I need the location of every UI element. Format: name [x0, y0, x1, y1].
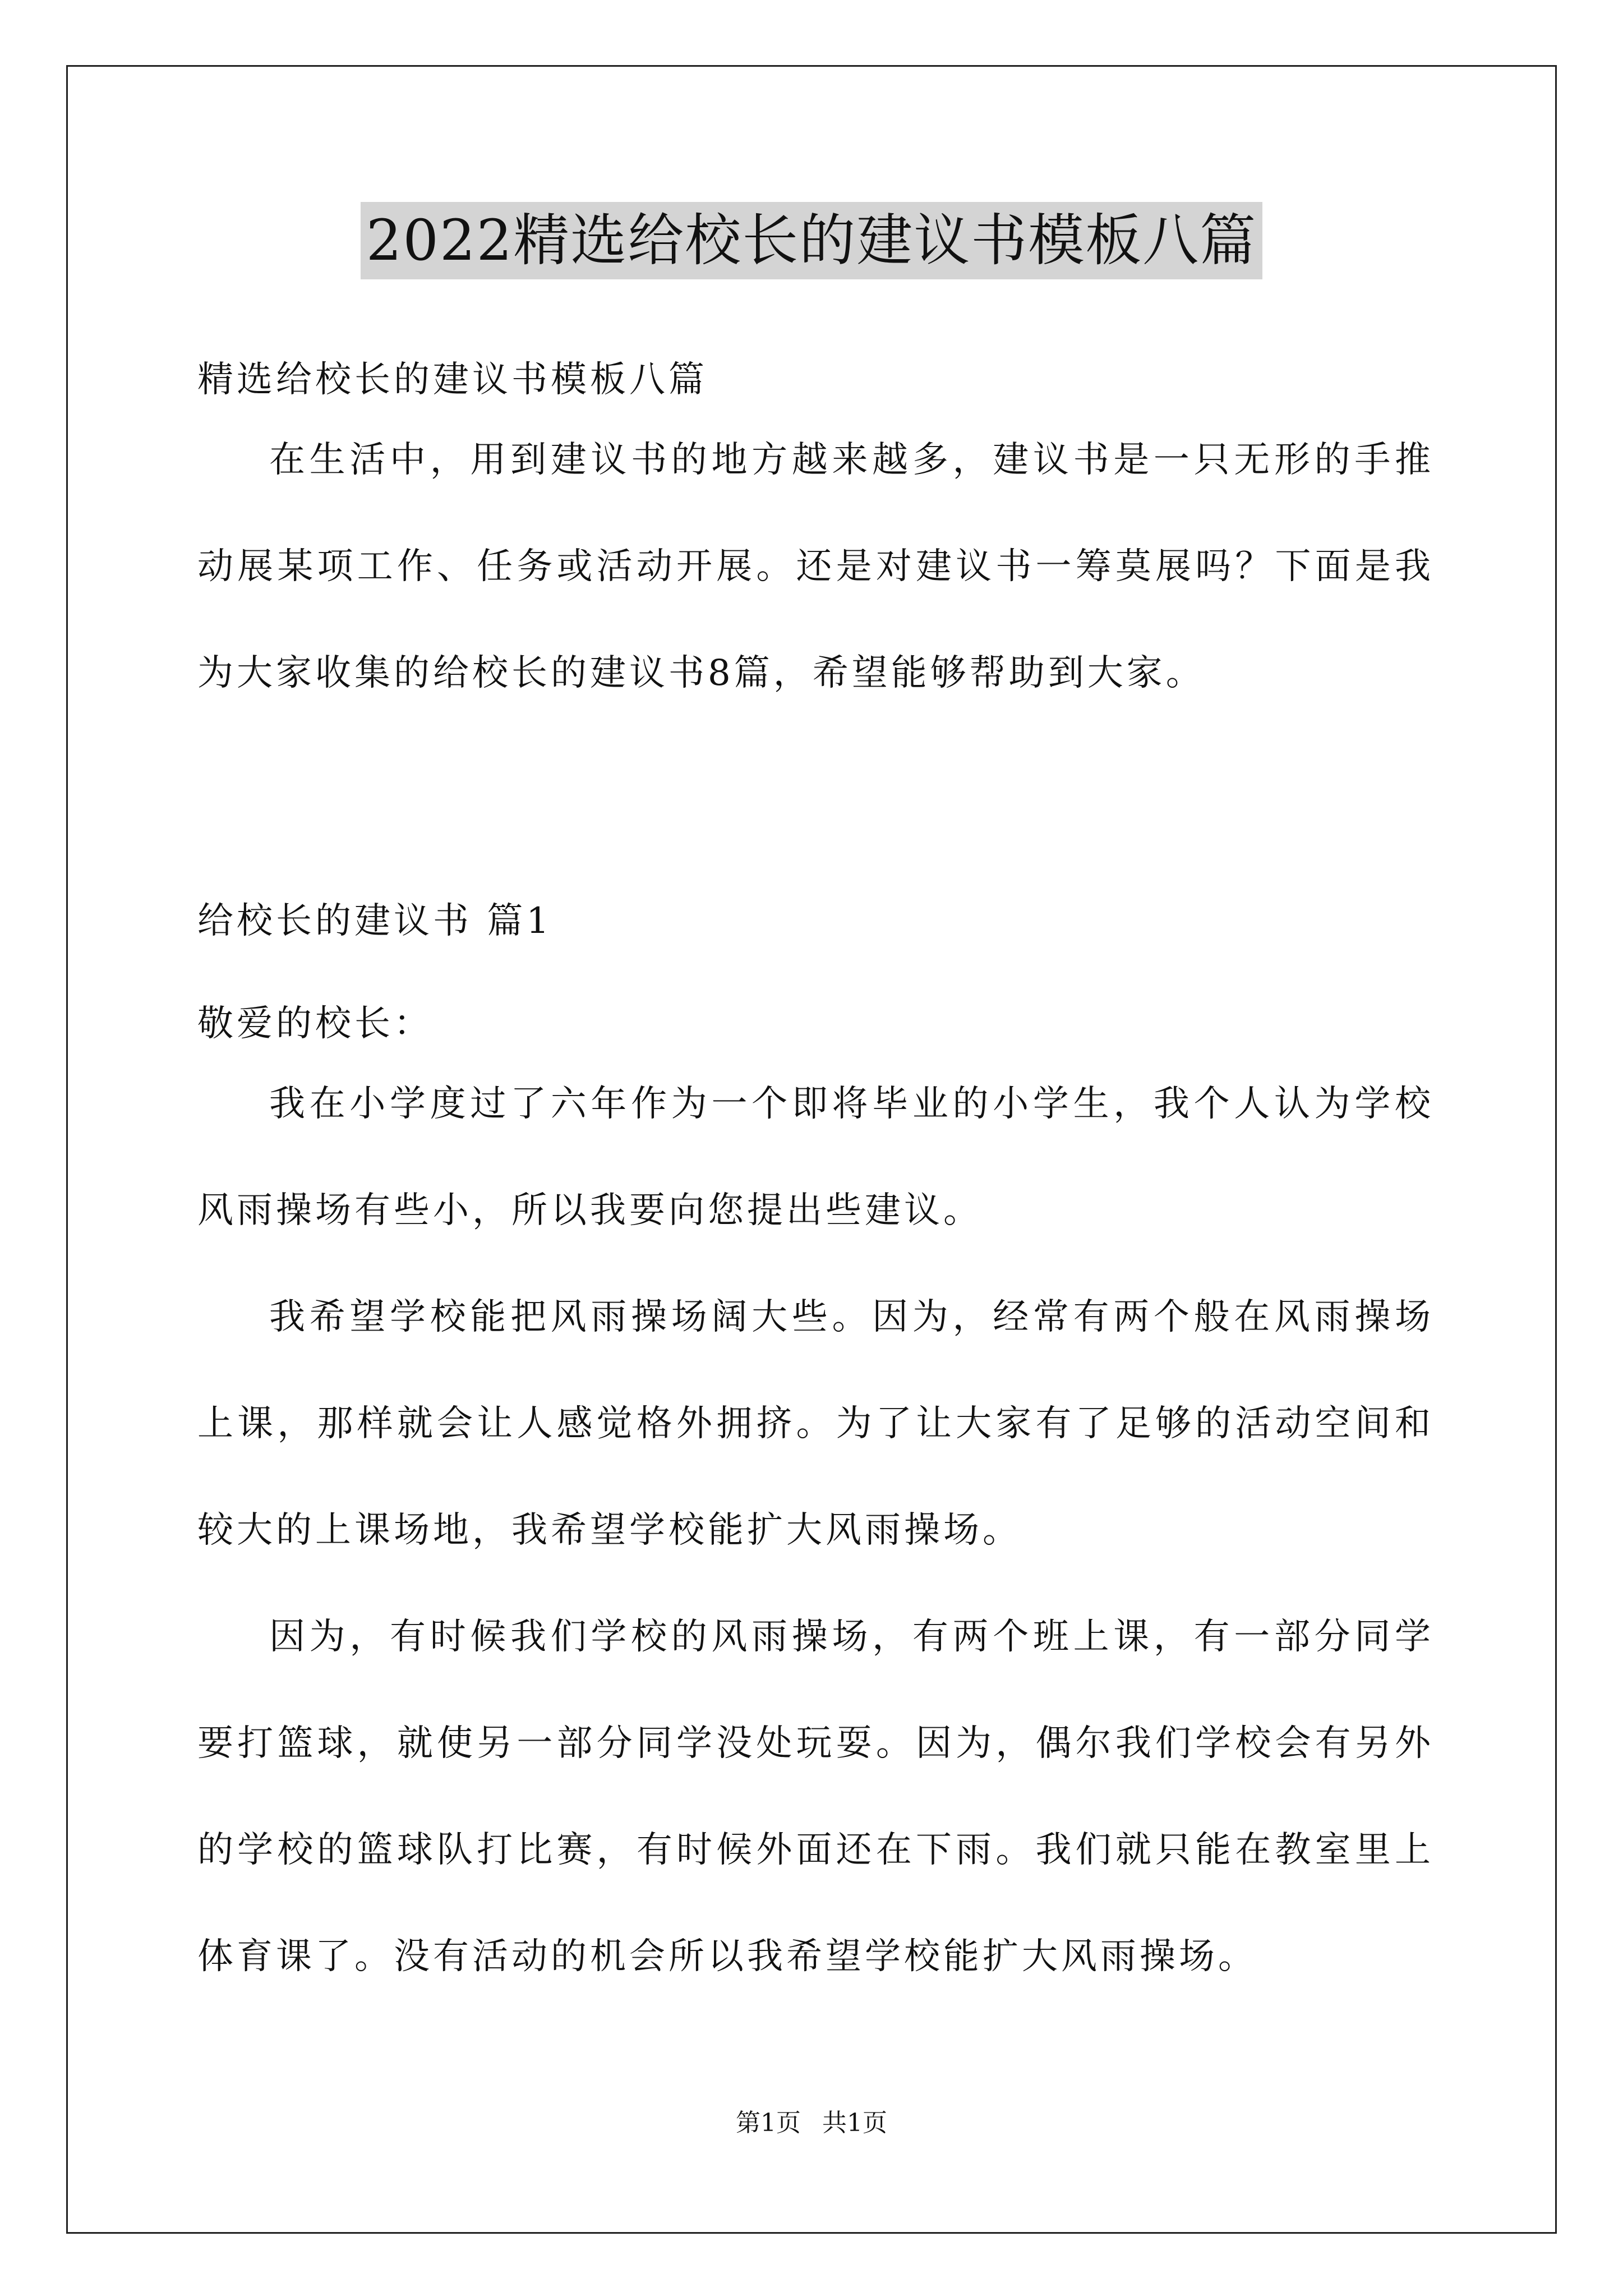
letter-greeting: 敬爱的校长： — [197, 1003, 433, 1045]
body-paragraph-2: 我希望学校能把风雨操场阔大些。因为，经常有两个般在风雨操场上课，那样就会让人感觉格外拥挤。为了让大家有了足够的活动空间和较大的上课场地，我希望学校能扩大风雨操场。 — [197, 1296, 1434, 1551]
intro-paragraph: 在生活中，用到建议书的地方越来越多，建议书是一只无形的手推动展某项工作、任务或活动开展。还是对建议书一筹莫展吗？下面是我为大家收集的给校长的建议书8篇，希望能够帮助到大家。 — [197, 439, 1434, 694]
document-body — [197, 331, 1434, 2010]
body-paragraph-1: 我在小学度过了六年作为一个即将毕业的小学生，我个人认为学校风雨操场有些小，所以我要向您提出些建议。 — [197, 1083, 1434, 1231]
page-number-total: 共1页 — [822, 2109, 887, 2137]
body-paragraph-3: 因为，有时候我们学校的风雨操场，有两个班上课，有一部分同学要打篮球，就使另一部分同学没处玩耍。因为，偶尔我们学校会有另外的学校的篮球队打比赛，有时候外面还在下雨。我们就只能在教室里上体育课了。没有活动的机会所以我希望学校能扩大风雨操场。 — [197, 1616, 1434, 1977]
document-title: 2022精选给校长的建议书模板八篇 — [361, 202, 1263, 279]
page-number-current: 第1页 — [736, 2109, 801, 2137]
page-footer — [0, 2102, 1623, 2138]
title-container — [0, 202, 1623, 279]
document-subtitle: 精选给校长的建议书模板八篇 — [197, 359, 708, 401]
section-heading: 给校长的建议书 篇1 — [197, 900, 553, 942]
